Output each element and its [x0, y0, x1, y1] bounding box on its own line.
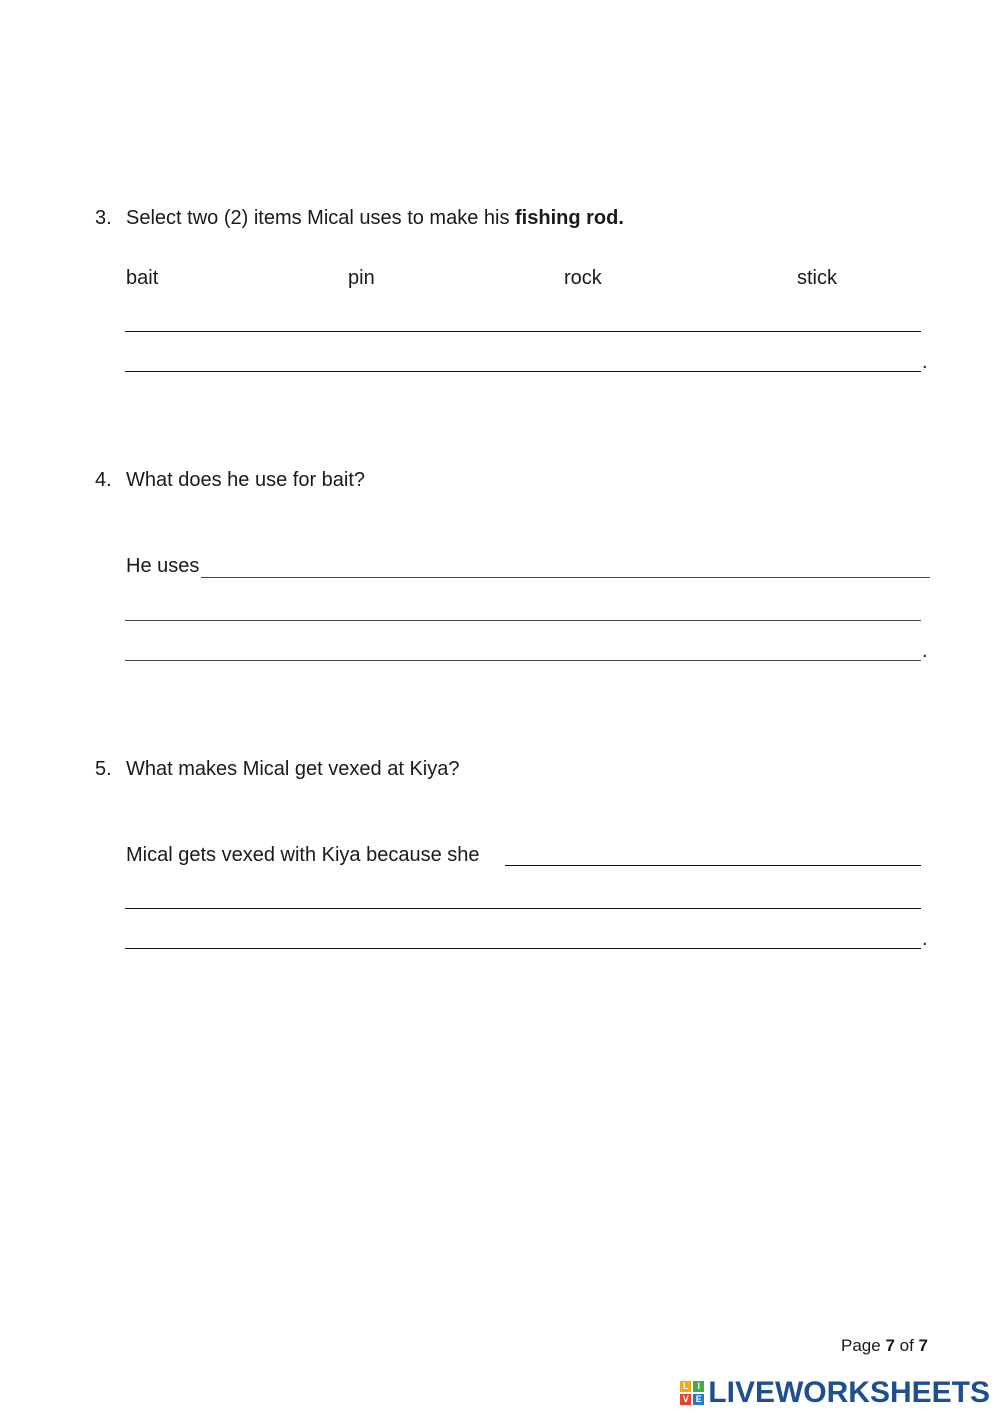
logo-letter-4: E [693, 1394, 704, 1405]
answer-line-q5-1[interactable] [505, 865, 921, 866]
q3-end-period: . [922, 351, 928, 373]
question-5-text: What makes Mical get vexed at Kiya? [126, 758, 460, 780]
option-stick: stick [797, 267, 837, 289]
answer-line-q4-3[interactable] [125, 660, 921, 661]
liveworksheets-logo [680, 1376, 990, 1410]
answer-line-q4-1[interactable] [201, 577, 930, 578]
answer-line-q4-2[interactable] [125, 620, 921, 621]
logo-letter-1: L [680, 1381, 691, 1392]
question-4-number: 4. [95, 469, 112, 491]
question-4-text: What does he use for bait? [126, 469, 366, 491]
question-3-text-bold: fishing rod. [515, 207, 624, 229]
question-5-number: 5. [95, 758, 112, 780]
answer-line-q3-2[interactable] [125, 371, 921, 372]
option-rock: rock [564, 267, 602, 289]
q4-end-period: . [922, 640, 928, 662]
page-of-label: of [894, 1336, 919, 1355]
question-3-text-plain: Select two (2) items Mical uses to make his [126, 207, 516, 229]
question-4-prompt: He uses [126, 555, 200, 577]
brand-name: LIVEWORKSHEETS [708, 1376, 990, 1409]
logo-icon [680, 1381, 704, 1405]
logo-letter-2: I [693, 1381, 704, 1392]
option-bait: bait [126, 267, 159, 289]
question-3-number: 3. [95, 207, 112, 229]
question-5-prompt: Mical gets vexed with Kiya because she [126, 844, 480, 866]
answer-line-q3-1[interactable] [125, 331, 921, 332]
page-current: 7 [885, 1336, 895, 1355]
logo-letter-3: V [680, 1394, 691, 1405]
q5-end-period: . [922, 928, 928, 950]
page-label: Page [841, 1336, 886, 1355]
page-total: 7 [918, 1336, 928, 1355]
answer-line-q5-2[interactable] [125, 908, 921, 909]
question-3-text [126, 207, 624, 230]
option-pin: pin [348, 267, 375, 289]
answer-line-q5-3[interactable] [125, 948, 921, 949]
page-number [841, 1336, 928, 1356]
